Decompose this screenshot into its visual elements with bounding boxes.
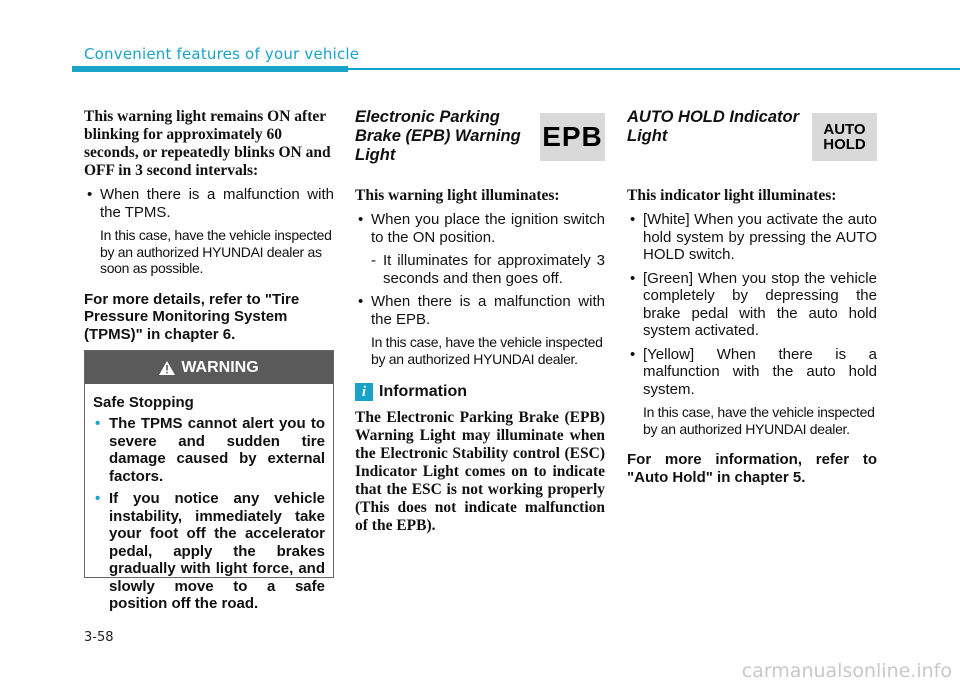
section-header-title: Convenient features of your vehicle xyxy=(84,45,360,63)
column-tpms xyxy=(84,108,334,343)
epb-bullet-ignition: • When you place the ignition switch to the ON position. xyxy=(355,211,605,246)
header-rule-thick xyxy=(72,66,348,72)
tpms-refer: For more details, refer to "Tire Pressure Monitoring System (TPMS)" in chapter 6. xyxy=(84,290,300,343)
epb-dash-item: - It illuminates for approximately 3 seconds and then goes off. xyxy=(371,252,605,287)
warning-item: • If you notice any vehicle instability, immediately take your foot off the accelerator pedal, apply the brakes gradually with light force, and slowly move to a safe position off the road. xyxy=(95,490,325,612)
information-heading xyxy=(355,383,605,401)
warning-header xyxy=(85,351,333,384)
warning-label: WARNING xyxy=(181,358,259,376)
warning-item: • The TPMS cannot alert you to severe and sudden tire damage caused by external factors. xyxy=(95,415,325,485)
auto-hold-refer: For more information, refer to "Auto Hold" in chapter 5. xyxy=(627,451,877,486)
warning-title: Safe Stopping xyxy=(93,394,194,411)
epb-warning-light-icon: EPB xyxy=(540,113,605,161)
page-number: 3-58 xyxy=(84,630,114,645)
tpms-intro: This warning light remains ON after blinking for approximately 60 seconds, or repeatedly blinks ON and OFF in 3 second intervals: xyxy=(84,108,331,179)
epb-bullet-note: In this case, have the vehicle inspected by an authorized HYUNDAI dealer. xyxy=(371,334,603,367)
auto-hold-bullet: • [White] When you activate the auto hold system by pressing the AUTO HOLD switch. xyxy=(627,211,877,264)
watermark: carmanualsonline.info xyxy=(741,660,952,682)
auto-hold-section-title: AUTO HOLD Indicator Light xyxy=(627,108,800,145)
column-epb xyxy=(355,108,605,535)
header-rule-thin xyxy=(348,68,960,70)
information-text: The Electronic Parking Brake (EPB) Warning Light may illuminate when the Electronic Stability control (ESC) Indicator Light comes on to indicate that the ESC is not working properly (This does not indicate malfunction of the EPB). xyxy=(355,409,605,535)
information-label: Information xyxy=(379,383,467,400)
warning-box xyxy=(84,350,334,612)
epb-bullet-malfunction: • When there is a malfunction with the EPB. xyxy=(355,293,605,328)
tpms-bullet-note: In this case, have the vehicle inspected by an authorized HYUNDAI dealer as soon as possible. xyxy=(100,227,332,276)
warning-triangle-icon xyxy=(159,361,175,375)
auto-hold-bullet-note: In this case, have the vehicle inspected by an authorized HYUNDAI dealer. xyxy=(643,404,875,437)
bullet-dot-icon: • xyxy=(95,490,101,507)
auto-hold-bullet: • [Green] When you stop the vehicle completely by depressing the brake pedal with the auto hold system activated. xyxy=(627,270,877,340)
auto-hold-lead: This indicator light illuminates: xyxy=(627,187,837,204)
column-auto-hold xyxy=(627,108,877,486)
tpms-bullet-malfunction: • When there is a malfunction with the TPMS. xyxy=(84,186,334,221)
epb-lead: This warning light illuminates: xyxy=(355,187,560,204)
bullet-dot-icon: • xyxy=(95,415,101,432)
auto-hold-bullet: • [Yellow] When there is a malfunction with the auto hold system. xyxy=(627,346,877,399)
info-icon: i xyxy=(355,383,373,401)
auto-hold-indicator-icon: AUTO HOLD xyxy=(812,113,877,161)
epb-section-title: Electronic Parking Brake (EPB) Warning Light xyxy=(355,108,521,164)
